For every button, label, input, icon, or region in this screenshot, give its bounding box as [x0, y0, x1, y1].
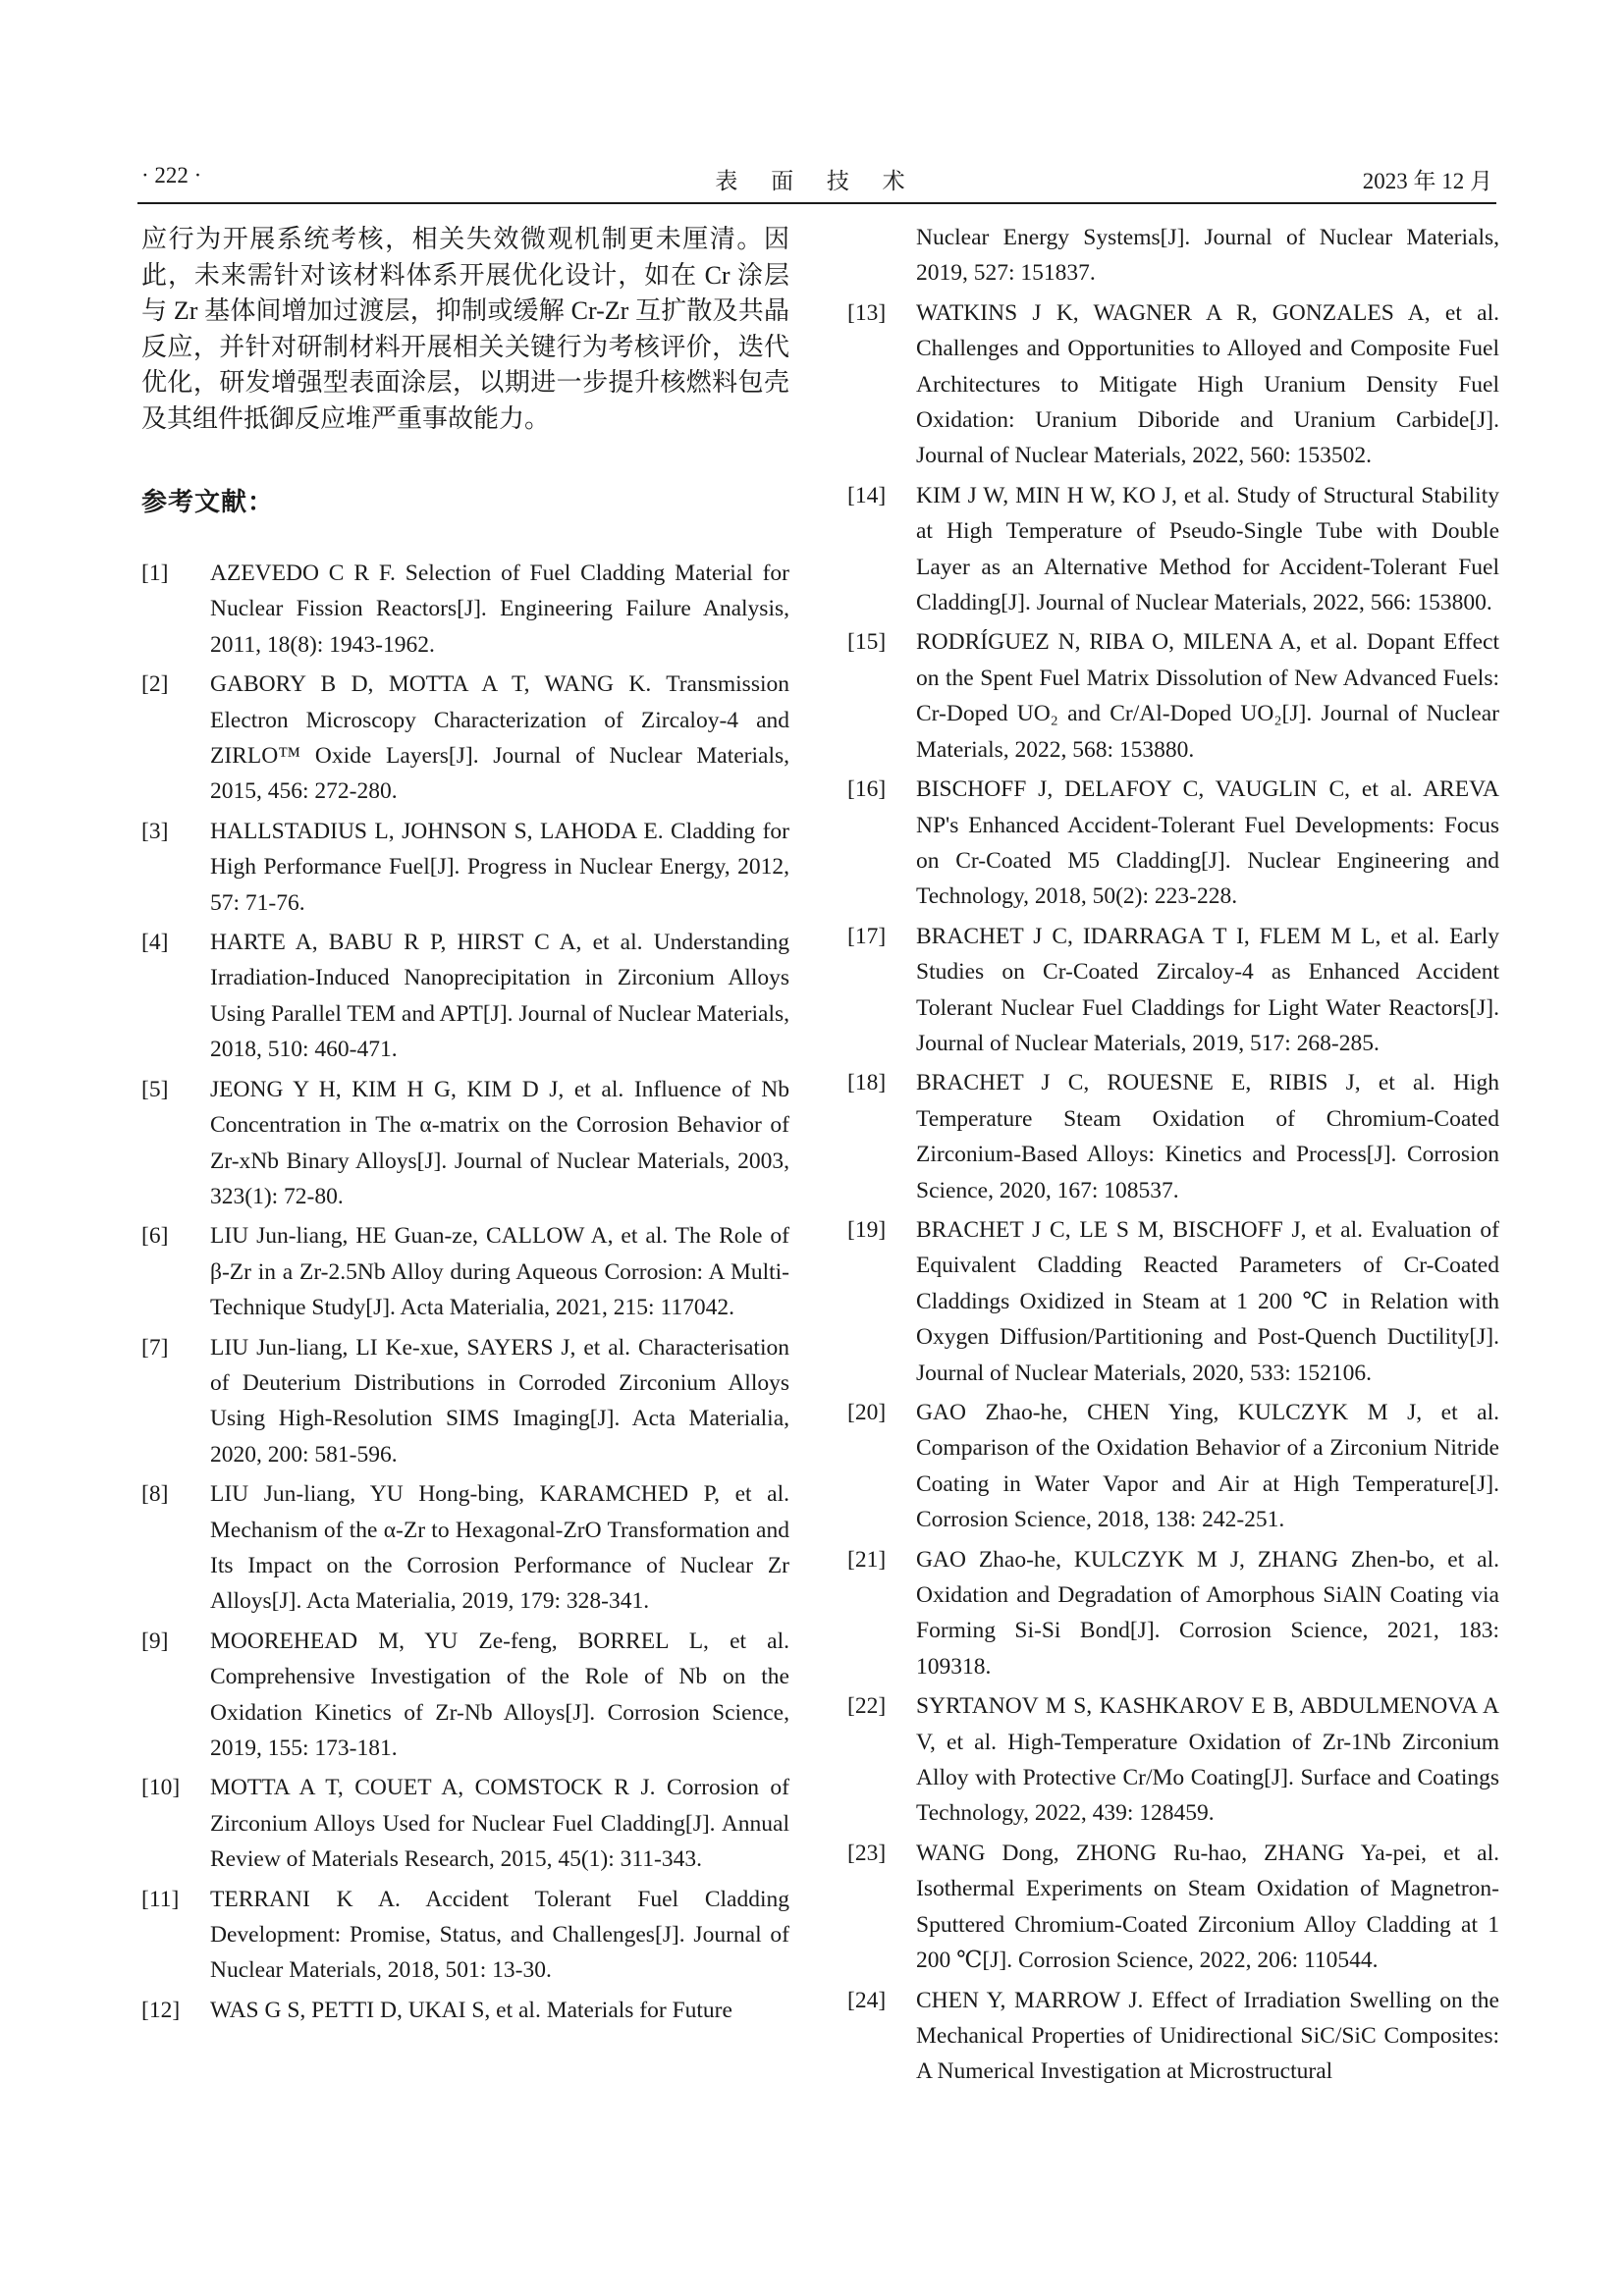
- right-column: [847, 222, 1499, 2094]
- reference-item: [141, 1624, 789, 1767]
- reference-number: [13]: [847, 299, 887, 326]
- reference-item: [847, 1688, 1499, 1832]
- reference-item: [847, 1983, 1499, 2090]
- reference-number: [9]: [141, 1628, 169, 1654]
- reference-text: BRACHET J C, IDARRAGA T I, FLEM M L, et al. Early Studies on Cr-Coated Zircaloy-4 as Enhanced Accident Tolerant Nuclear Fuel Claddings for Light Water Reactors[J]. Journal of Nuclear Materials, 2019, 517: 268-285.: [916, 923, 1499, 1056]
- reference-item: [847, 1395, 1499, 1538]
- reference-number: [20]: [847, 1400, 887, 1425]
- reference-number: [7]: [141, 1334, 169, 1361]
- reference-item: [847, 1212, 1499, 1391]
- reference-text: AZEVEDO C R F. Selection of Fuel Cladding Material for Nuclear Fission Reactors[J]. Engineering Failure Analysis, 2011, 18(8): 1943-1962.: [210, 561, 789, 658]
- reference-number: [15]: [847, 629, 887, 656]
- reference-text: BISCHOFF J, DELAFOY C, VAUGLIN C, et al. AREVA NP's Enhanced Accident-Tolerant Fuel Developments: Focus on Cr-Coated M5 Cladding[J]. Nuclear Engineering and Technology, 2018, 50(2): 223-228.: [916, 776, 1499, 910]
- left-reference-list: [141, 556, 789, 2028]
- issue-date: 2023 年 12 月: [1362, 169, 1492, 193]
- reference-item: [141, 667, 789, 810]
- reference-item: [847, 919, 1499, 1062]
- reference-text: WAS G S, PETTI D, UKAI S, et al. Materials for Future: [210, 1997, 732, 2023]
- reference-number: [6]: [141, 1223, 169, 1250]
- journal-title: 表 面 技 术: [715, 169, 919, 193]
- reference-number: [19]: [847, 1216, 887, 1243]
- page-header: [137, 157, 1496, 200]
- reference-text: HALLSTADIUS L, JOHNSON S, LAHODA E. Cladding for High Performance Fuel[J]. Progress in Nuclear Energy, 2012, 57: 71-76.: [210, 818, 789, 916]
- reference-item: [847, 1836, 1499, 1979]
- reference-continuation: [847, 220, 1499, 292]
- reference-text: MOOREHEAD M, YU Ze-feng, BORREL L, et al. Comprehensive Investigation of the Role of Nb on the Oxidation Kinetics of Zr-Nb Alloys[J]. Corrosion Science, 2019, 155: 173-181.: [210, 1628, 789, 1761]
- reference-item: [141, 1330, 789, 1473]
- reference-text: HARTE A, BABU R P, HIRST C A, et al. Understanding Irradiation-Induced Nanoprecipitation in Zirconium Alloys Using Parallel TEM and APT[J]. Journal of Nuclear Materials, 2018, 510: 460-471.: [210, 930, 789, 1063]
- reference-number: [3]: [141, 818, 169, 844]
- reference-item: [847, 1542, 1499, 1685]
- reference-text: Nuclear Energy Systems[J]. Journal of Nuclear Materials, 2019, 527: 151837.: [916, 225, 1499, 287]
- reference-number: [4]: [141, 930, 169, 956]
- right-reference-list: [847, 295, 1499, 2090]
- reference-item: [141, 1218, 789, 1325]
- intro-paragraph: 应行为开展系统考核，相关失效微观机制更未厘清。因此，未来需针对该材料体系开展优化设计，如在 Cr 涂层与 Zr 基体间增加过渡层，抑制或缓解 Cr-Zr 互扩散及共晶反应，并针对研制材料开展相关关键行为考核评价，迭代优化，研发增强型表面涂层，以期进一步提升核燃料包壳及其组件抵御反应堆严重事故能力。: [141, 225, 789, 433]
- reference-number: [22]: [847, 1693, 887, 1720]
- reference-text: LIU Jun-liang, YU Hong-bing, KARAMCHED P, et al. Mechanism of the α-Zr to Hexagonal-ZrO Transformation and Its Impact on the Corrosion Performance of Nuclear Zr Alloys[J]. Acta Materialia, 2019, 179: 328-341.: [210, 1481, 789, 1615]
- reference-number: [11]: [141, 1886, 180, 1912]
- reference-item: [141, 1770, 789, 1877]
- reference-number: [14]: [847, 482, 887, 508]
- reference-number: [12]: [141, 1997, 181, 2023]
- reference-text: BRACHET J C, LE S M, BISCHOFF J, et al. Evaluation of Equivalent Cladding Reacted Parameters of Cr-Coated Claddings Oxidized in Steam at 1 200 ℃ in Relation with Oxygen Diffusion/Partitioning and Post-Quench Ductility[J]. Journal of Nuclear Materials, 2020, 533: 152106.: [916, 1216, 1499, 1386]
- reference-text: LIU Jun-liang, LI Ke-xue, SAYERS J, et al. Characterisation of Deuterium Distributions in Corroded Zirconium Alloys Using High-Resolution SIMS Imaging[J]. Acta Materialia, 2020, 200: 581-596.: [210, 1334, 789, 1468]
- reference-text: LIU Jun-liang, HE Guan-ze, CALLOW A, et al. The Role of β-Zr in a Zr-2.5Nb Alloy during Aqueous Corrosion: A Multi-Technique Study[J]. Acta Materialia, 2021, 215: 117042.: [210, 1223, 789, 1321]
- reference-text: SYRTANOV M S, KASHKAROV E B, ABDULMENOVA A V, et al. High-Temperature Oxidation of Zr-1Nb Zirconium Alloy with Protective Cr/Mo Coating[J]. Surface and Coatings Technology, 2022, 439: 128459.: [916, 1693, 1499, 1827]
- reference-item: [141, 1993, 789, 2028]
- reference-number: [17]: [847, 923, 887, 949]
- reference-number: [18]: [847, 1070, 887, 1096]
- reference-number: [2]: [141, 671, 169, 698]
- reference-item: [141, 1072, 789, 1215]
- reference-item: [847, 1065, 1499, 1208]
- reference-number: [8]: [141, 1481, 169, 1508]
- page-number: · 222 ·: [141, 163, 202, 187]
- reference-item: [141, 1882, 789, 1989]
- reference-text: GAO Zhao-he, KULCZYK M J, ZHANG Zhen-bo, et al. Oxidation and Degradation of Amorphous SiAlN Coating via Forming Si-Si Bond[J]. Corrosion Science, 2021, 183: 109318.: [916, 1546, 1499, 1680]
- references-heading: 参考文献：: [141, 488, 275, 516]
- reference-number: [5]: [141, 1076, 169, 1102]
- reference-text: MOTTA A T, COUET A, COMSTOCK R J. Corrosion of Zirconium Alloys Used for Nuclear Fuel Cladding[J]. Annual Review of Materials Research, 2015, 45(1): 311-343.: [210, 1775, 789, 1873]
- reference-text: KIM J W, MIN H W, KO J, et al. Study of Structural Stability at High Temperature of Pseudo-Single Tube with Double Layer as an Alternative Method for Accident-Tolerant Fuel Cladding[J]. Journal of Nuclear Materials, 2022, 566: 153800.: [916, 482, 1499, 616]
- reference-item: [141, 1476, 789, 1620]
- reference-item: [847, 295, 1499, 474]
- reference-number: [16]: [847, 776, 887, 803]
- left-column: [141, 222, 789, 2032]
- header-rule: [137, 202, 1496, 204]
- reference-item: [141, 556, 789, 663]
- reference-item: [141, 814, 789, 921]
- reference-number: [21]: [847, 1546, 887, 1573]
- reference-item: [847, 478, 1499, 621]
- reference-text: GAO Zhao-he, CHEN Ying, KULCZYK M J, et al. Comparison of the Oxidation Behavior of a Zirconium Nitride Coating in Water Vapor and Air at High Temperature[J]. Corrosion Science, 2018, 138: 242-251.: [916, 1400, 1499, 1533]
- reference-number: [10]: [141, 1775, 181, 1801]
- reference-text: GABORY B D, MOTTA A T, WANG K. Transmission Electron Microscopy Characterization of Zircaloy-4 and ZIRLO™ Oxide Layers[J]. Journal of Nuclear Materials, 2015, 456: 272-280.: [210, 671, 789, 805]
- reference-text: JEONG Y H, KIM H G, KIM D J, et al. Influence of Nb Concentration in The α-matrix on the Corrosion Behavior of Zr-xNb Binary Alloys[J]. Journal of Nuclear Materials, 2003, 323(1): 72-80.: [210, 1076, 789, 1209]
- reference-number: [23]: [847, 1840, 887, 1866]
- reference-text: CHEN Y, MARROW J. Effect of Irradiation Swelling on the Mechanical Properties of Unidirectional SiC/SiC Composites: A Numerical Investigation at Microstructural: [916, 1987, 1499, 2085]
- reference-number: [1]: [141, 561, 169, 586]
- reference-item: [847, 772, 1499, 915]
- reference-text: TERRANI K A. Accident Tolerant Fuel Cladding Development: Promise, Status, and Challenges[J]. Journal of Nuclear Materials, 2018, 501: 13-30.: [210, 1886, 789, 1984]
- reference-item: [847, 624, 1499, 768]
- reference-text: WATKINS J K, WAGNER A R, GONZALES A, et al. Challenges and Opportunities to Alloyed and Composite Fuel Architectures to Mitigate High Uranium Density Fuel Oxidation: Uranium Diboride and Uranium Carbide[J]. Journal of Nuclear Materials, 2022, 560: 153502.: [916, 299, 1499, 469]
- reference-text: WANG Dong, ZHONG Ru-hao, ZHANG Ya-pei, et al. Isothermal Experiments on Steam Oxidation of Magnetron-Sputtered Chromium-Coated Zirconium Alloy Cladding at 1 200 ℃[J]. Corrosion Science, 2022, 206: 110544.: [916, 1840, 1499, 1974]
- reference-item: [141, 925, 789, 1068]
- reference-text: RODRÍGUEZ N, RIBA O, MILENA A, et al. Dopant Effect on the Spent Fuel Matrix Dissolution of New Advanced Fuels: Cr-Doped UO₂ and Cr/Al-Doped UO₂[J]. Journal of Nuclear Materials, 2022, 568: 153880.: [916, 629, 1499, 763]
- reference-number: [24]: [847, 1987, 887, 2013]
- reference-text: BRACHET J C, ROUESNE E, RIBIS J, et al. High Temperature Steam Oxidation of Chromium-Coated Zirconium-Based Alloys: Kinetics and Process[J]. Corrosion Science, 2020, 167: 108537.: [916, 1070, 1499, 1203]
